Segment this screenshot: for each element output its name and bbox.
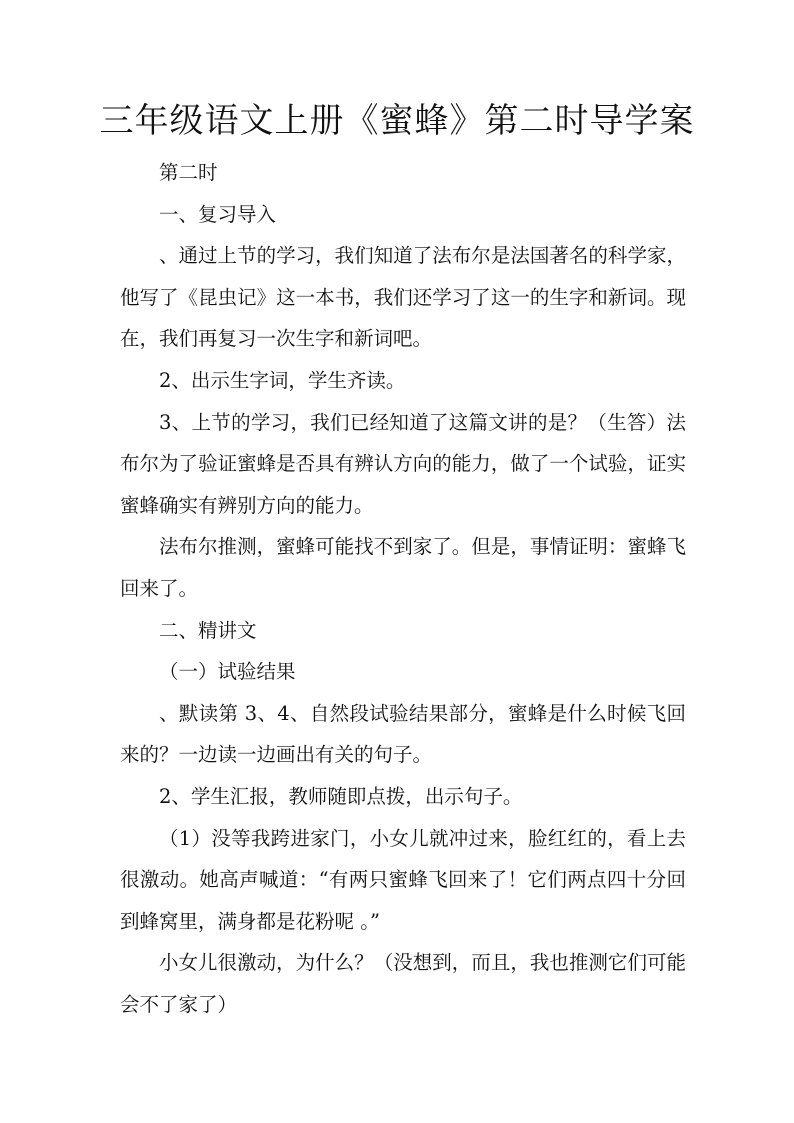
paragraph-student-report: 2、学生汇报，教师随即点拨，出示句子。 [159,784,523,808]
paragraph-fabre-guess: 法布尔推测，蜜蜂可能找不到家了。但是，事情证明：蜜蜂飞回来了。 [120,535,686,600]
paragraph-show-words: 2、出示生字词，学生齐读。 [159,368,406,392]
document-body [120,152,686,1025]
paragraph-section-explain: 二、精讲文 [159,618,257,642]
paragraph-lesson-label: 第二时 [159,161,218,184]
paragraph-review-intro: 、通过上节的学习，我们知道了法布尔是法国著名的科学家，他写了《昆虫记》这一本书，我们还学习了这一的生字和新词。现在，我们再复习一次生字和新词吧。 [120,244,686,351]
paragraph-quote-daughter: （1）没等我跨进家门，小女儿就冲过来，脸红红的，看上去很激动。她高声喊道：“有两只蜜蜂飞回来了！它们两点四十分回到蜂窝里，满身都是花粉呢 。” [120,826,686,933]
document-title: 三年级语文上册《蜜蜂》第二时导学案 [99,101,695,141]
paragraph-last-lesson: 3、上节的学习，我们已经知道了这篇文讲的是？（生答）法布尔为了验证蜜蜂是否具有辨认方向的能力，做了一个试验，证实蜜蜂确实有辨别方向的能力。 [120,410,686,517]
paragraph-question-why: 小女儿很激动，为什么？（没想到，而且，我也推测它们可能会不了家了） [120,951,686,1016]
paragraph-subsection-result: （一）试验结果 [159,660,296,684]
paragraph-section-review: 一、复习导入 [159,202,277,226]
paragraph-silent-reading: 、默读第 3、4、自然段试验结果部分，蜜蜂是什么时候飞回来的？一边读一边画出有关的句子。 [120,701,686,767]
